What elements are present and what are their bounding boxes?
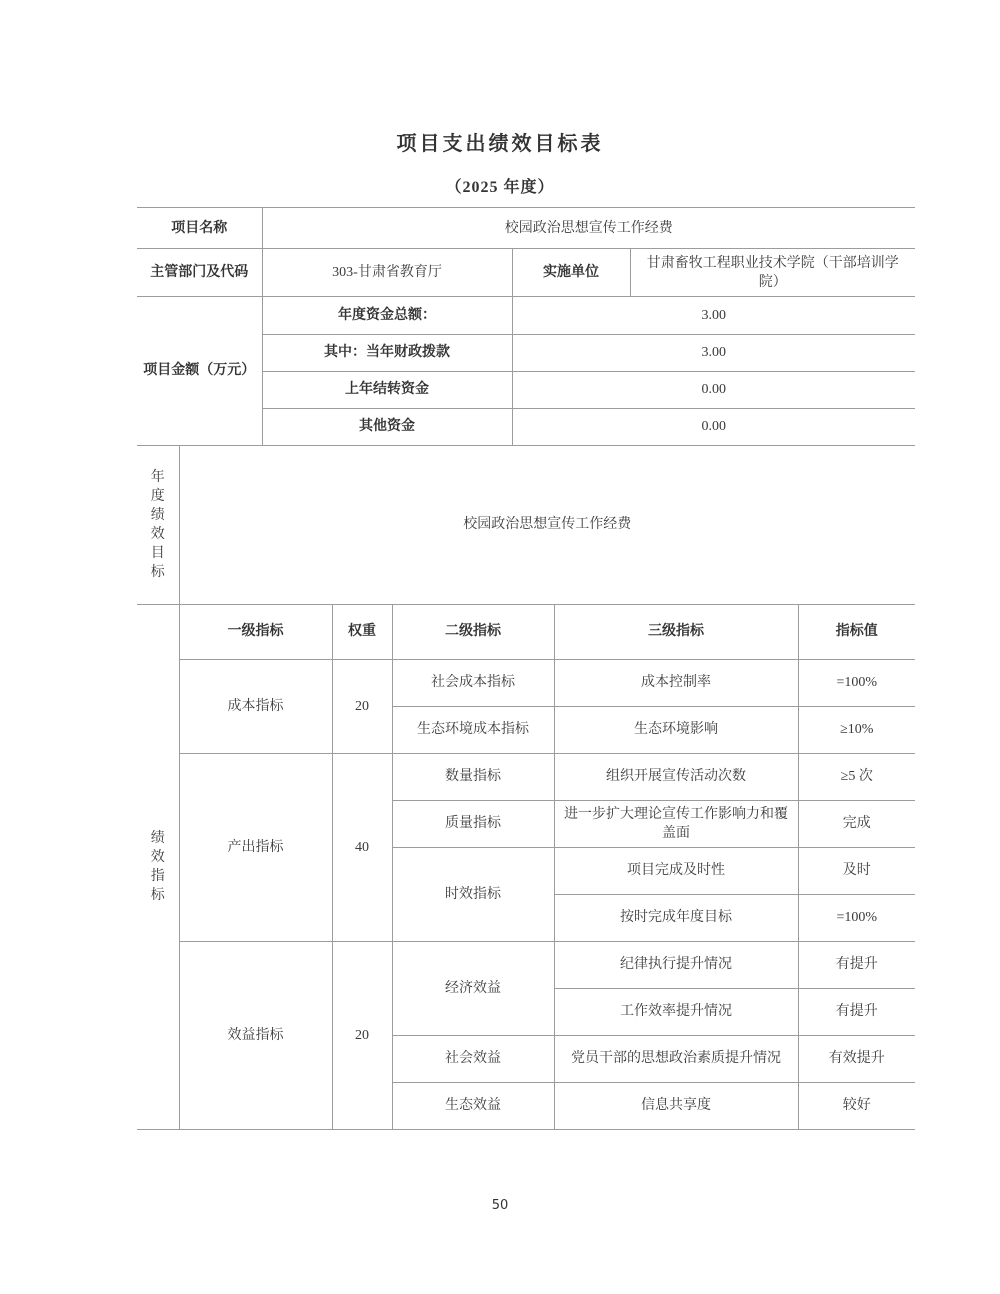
level3-indicator: 组织开展宣传活动次数 [554, 753, 798, 800]
department-value: 303-甘肃省教育厅 [262, 249, 512, 297]
header-level1: 一级指标 [179, 605, 332, 659]
amount-row-label: 其中：当年财政拨款 [262, 334, 512, 371]
amount-row-label: 年度资金总额： [262, 297, 512, 334]
annual-target-table [137, 446, 915, 606]
level2-indicator: 生态效益 [392, 1082, 554, 1129]
project-name-label: 项目名称 [137, 208, 262, 249]
annual-target-label-text: 年度绩效目标 [150, 469, 165, 580]
level3-indicator: 成本控制率 [554, 659, 798, 706]
table-row [137, 208, 915, 249]
level1-indicator: 产出指标 [179, 753, 332, 941]
header-level3: 三级指标 [554, 605, 798, 659]
level3-indicator: 按时完成年度目标 [554, 894, 798, 941]
amount-row-value: 3.00 [512, 334, 915, 371]
level3-indicator: 党员干部的思想政治素质提升情况 [554, 1035, 798, 1082]
amount-table [137, 297, 915, 446]
table-row [137, 446, 915, 605]
indicator-value: 较好 [798, 1082, 915, 1129]
weight-value: 20 [332, 659, 392, 753]
indicators-label [137, 605, 179, 1129]
level2-indicator: 经济效益 [392, 941, 554, 1035]
table-row [137, 659, 915, 706]
indicator-value: 及时 [798, 847, 915, 894]
level2-indicator: 数量指标 [392, 753, 554, 800]
level1-indicator: 效益指标 [179, 941, 332, 1129]
level3-indicator: 进一步扩大理论宣传工作影响力和覆盖面 [554, 800, 798, 847]
level2-indicator: 时效指标 [392, 847, 554, 941]
indicator-header-row [137, 605, 915, 659]
header-level2: 二级指标 [392, 605, 554, 659]
project-name-value: 校园政治思想宣传工作经费 [262, 208, 915, 249]
level1-indicator: 成本指标 [179, 659, 332, 753]
amount-row-label: 上年结转资金 [262, 371, 512, 408]
level2-indicator: 生态环境成本指标 [392, 706, 554, 753]
level3-indicator: 项目完成及时性 [554, 847, 798, 894]
level3-indicator: 信息共享度 [554, 1082, 798, 1129]
indicators-label-text: 绩效指标 [150, 830, 165, 903]
document-subtitle: （2025 年度） [445, 179, 555, 196]
project-info-table [137, 207, 915, 297]
page-number: 50 [491, 1198, 509, 1213]
header-weight: 权重 [332, 605, 392, 659]
weight-value: 40 [332, 753, 392, 941]
level3-indicator: 纪律执行提升情况 [554, 941, 798, 988]
table-row [137, 941, 915, 988]
implementing-unit-label: 实施单位 [512, 249, 630, 297]
document-title: 项目支出绩效目标表 [396, 133, 604, 155]
indicator-value: =100% [798, 659, 915, 706]
amount-row-label: 其他资金 [262, 408, 512, 445]
header-value: 指标值 [798, 605, 915, 659]
amount-label: 项目金额（万元） [137, 297, 262, 445]
level3-indicator: 工作效率提升情况 [554, 988, 798, 1035]
table-row [137, 297, 915, 334]
level2-indicator: 社会成本指标 [392, 659, 554, 706]
indicator-value: =100% [798, 894, 915, 941]
annual-target-label [137, 446, 179, 605]
amount-row-value: 0.00 [512, 371, 915, 408]
amount-row-value: 3.00 [512, 297, 915, 334]
indicator-value: 有提升 [798, 988, 915, 1035]
indicator-value: 有提升 [798, 941, 915, 988]
table-row [137, 753, 915, 800]
table-row [137, 249, 915, 297]
implementing-unit-value: 甘肃畜牧工程职业技术学院（干部培训学院） [630, 249, 915, 297]
indicator-value: 完成 [798, 800, 915, 847]
level2-indicator: 质量指标 [392, 800, 554, 847]
indicator-value: 有效提升 [798, 1035, 915, 1082]
level3-indicator: 生态环境影响 [554, 706, 798, 753]
indicator-table [137, 605, 915, 1130]
performance-target-table [137, 207, 915, 1130]
department-label: 主管部门及代码 [137, 249, 262, 297]
level2-indicator: 社会效益 [392, 1035, 554, 1082]
annual-target-content: 校园政治思想宣传工作经费 [179, 446, 915, 605]
weight-value: 20 [332, 941, 392, 1129]
indicator-value: ≥10% [798, 706, 915, 753]
amount-row-value: 0.00 [512, 408, 915, 445]
indicator-value: ≥5 次 [798, 753, 915, 800]
